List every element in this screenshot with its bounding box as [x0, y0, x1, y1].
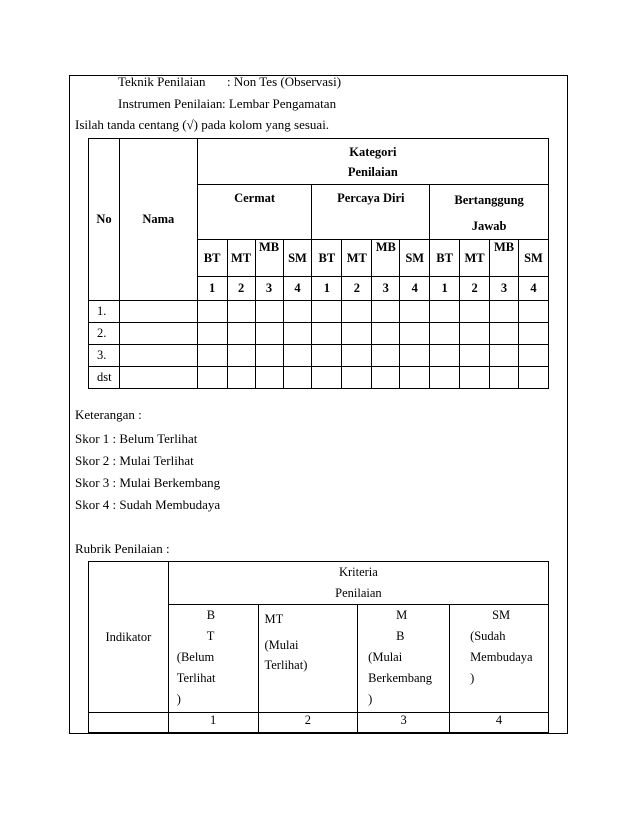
- check-cell[interactable]: [372, 367, 400, 389]
- table-row: [89, 301, 549, 323]
- criteria-mb: [358, 605, 450, 713]
- observation-table: [88, 138, 549, 389]
- group-bertanggung-jawab: [430, 185, 549, 240]
- instruction-text: Isilah tanda centang (√) pada kolom yang sesuai.: [75, 117, 330, 132]
- check-cell[interactable]: [227, 323, 255, 345]
- name-cell[interactable]: [119, 323, 197, 345]
- mb-line: (Mulai: [368, 650, 403, 664]
- check-cell[interactable]: [490, 323, 519, 345]
- check-cell[interactable]: [430, 301, 460, 323]
- keterangan-item: Skor 1 : Belum Terlihat: [75, 431, 198, 446]
- keterangan-item: Skor 2 : Mulai Terlihat: [75, 453, 194, 468]
- teknik-value: : Non Tes (Observasi): [227, 74, 342, 89]
- score-cell: 4: [518, 277, 548, 301]
- score-cell: 3: [490, 277, 519, 301]
- group3-line2: Jawab: [471, 219, 507, 233]
- check-cell[interactable]: [342, 301, 372, 323]
- mb-line: Berkembang: [368, 671, 433, 685]
- bt-line: T: [206, 629, 215, 643]
- name-cell[interactable]: [119, 367, 197, 389]
- teknik-label: Teknik Penilaian: [118, 74, 206, 89]
- check-cell[interactable]: [430, 323, 460, 345]
- mb-line: B: [396, 629, 405, 643]
- mt-line: (Mulai: [264, 638, 299, 652]
- mt-line: Terlihat): [264, 658, 308, 672]
- rubric-table: [88, 561, 549, 733]
- check-cell[interactable]: [197, 301, 227, 323]
- check-cell[interactable]: [460, 323, 490, 345]
- check-cell[interactable]: [255, 323, 283, 345]
- name-cell[interactable]: [119, 301, 197, 323]
- score-cell: 1: [430, 277, 460, 301]
- sub-header: MB: [372, 240, 400, 277]
- score-cell: 1: [312, 277, 342, 301]
- group3-line1: Bertanggung: [454, 193, 524, 207]
- sub-header: SM: [400, 240, 430, 277]
- check-cell[interactable]: [430, 345, 460, 367]
- instrumen-value: : Lembar Pengamatan: [222, 96, 337, 111]
- check-cell[interactable]: [400, 323, 430, 345]
- sm-line: SM: [492, 608, 511, 622]
- name-cell[interactable]: [119, 345, 197, 367]
- row-number: 3.: [89, 345, 120, 367]
- mb-line: ): [368, 692, 373, 706]
- check-cell[interactable]: [490, 301, 519, 323]
- check-cell[interactable]: [312, 301, 342, 323]
- mt-line: MT: [264, 612, 284, 626]
- score-cell: 3: [255, 277, 283, 301]
- check-cell[interactable]: [197, 367, 227, 389]
- row-number: 1.: [89, 301, 120, 323]
- bt-line: Terlihat: [176, 671, 216, 685]
- check-cell[interactable]: [400, 301, 430, 323]
- sub-header: MT: [460, 240, 490, 277]
- group-cermat: Cermat: [197, 185, 312, 240]
- check-cell[interactable]: [197, 323, 227, 345]
- group-percaya-diri: Percaya Diri: [312, 185, 430, 240]
- rubric-score: 3: [358, 713, 450, 733]
- sub-header: MT: [227, 240, 255, 277]
- score-cell: 2: [342, 277, 372, 301]
- check-cell[interactable]: [312, 367, 342, 389]
- check-cell[interactable]: [490, 367, 519, 389]
- score-cell: 4: [283, 277, 312, 301]
- check-cell[interactable]: [342, 367, 372, 389]
- score-cell: 3: [372, 277, 400, 301]
- check-cell[interactable]: [518, 301, 548, 323]
- rubrik-title: Rubrik Penilaian :: [75, 541, 170, 556]
- check-cell[interactable]: [518, 367, 548, 389]
- keterangan-item: Skor 4 : Sudah Membudaya: [75, 497, 221, 512]
- score-cell: 4: [400, 277, 430, 301]
- header-kategori: [197, 139, 548, 185]
- check-cell[interactable]: [255, 367, 283, 389]
- bt-line: ): [176, 692, 181, 706]
- rubric-score: 1: [168, 713, 258, 733]
- sm-line: ): [470, 671, 475, 685]
- check-cell[interactable]: [430, 367, 460, 389]
- criteria-mt: [258, 605, 358, 713]
- check-cell[interactable]: [460, 345, 490, 367]
- check-cell[interactable]: [283, 345, 312, 367]
- check-cell[interactable]: [372, 301, 400, 323]
- rubric-score-row: [89, 713, 549, 733]
- row-number: 2.: [89, 323, 120, 345]
- sub-header: BT: [430, 240, 460, 277]
- check-cell[interactable]: [372, 345, 400, 367]
- sm-line: Membudaya: [470, 650, 533, 664]
- kriteria-line2: Penilaian: [335, 586, 382, 600]
- check-cell[interactable]: [518, 345, 548, 367]
- bt-line: B: [206, 608, 216, 622]
- kriteria-line1: Kriteria: [338, 565, 378, 579]
- check-cell[interactable]: [400, 345, 430, 367]
- sub-header: MB: [490, 240, 519, 277]
- check-cell[interactable]: [227, 345, 255, 367]
- sub-header: SM: [283, 240, 312, 277]
- kategori-line1: Kategori: [349, 144, 397, 159]
- bt-line: (Belum: [176, 650, 215, 664]
- score-cell: 1: [197, 277, 227, 301]
- check-cell[interactable]: [490, 345, 519, 367]
- sub-header: MB: [255, 240, 283, 277]
- kategori-line2: Penilaian: [347, 164, 398, 179]
- mb-line: M: [396, 608, 408, 622]
- sub-header: BT: [312, 240, 342, 277]
- check-cell[interactable]: [197, 345, 227, 367]
- sm-line: (Sudah: [470, 629, 506, 643]
- check-cell[interactable]: [342, 345, 372, 367]
- criteria-sm: [450, 605, 549, 713]
- row-number: dst: [89, 367, 120, 389]
- check-cell[interactable]: [400, 367, 430, 389]
- check-cell[interactable]: [255, 301, 283, 323]
- sub-header: MT: [342, 240, 372, 277]
- table-row: [89, 367, 549, 389]
- table-row: [89, 345, 549, 367]
- score-cell: 2: [460, 277, 490, 301]
- rubric-score: 2: [258, 713, 358, 733]
- header-kriteria: [168, 562, 548, 605]
- keterangan-title: Keterangan :: [75, 407, 142, 422]
- rubric-score: 4: [450, 713, 549, 733]
- instrumen-label: Instrumen Penilaian: [118, 96, 223, 111]
- header-no: No: [89, 139, 120, 301]
- keterangan-item: Skor 3 : Mulai Berkembang: [75, 475, 221, 490]
- indikator-cell[interactable]: [89, 713, 169, 733]
- check-cell[interactable]: [283, 367, 312, 389]
- header-indikator: Indikator: [89, 562, 169, 713]
- check-cell[interactable]: [283, 323, 312, 345]
- score-cell: 2: [227, 277, 255, 301]
- sub-header: SM: [518, 240, 548, 277]
- check-cell[interactable]: [312, 323, 342, 345]
- check-cell[interactable]: [227, 367, 255, 389]
- check-cell[interactable]: [460, 367, 490, 389]
- check-cell[interactable]: [372, 323, 400, 345]
- check-cell[interactable]: [227, 301, 255, 323]
- criteria-bt: [168, 605, 258, 713]
- table-row: [89, 323, 549, 345]
- check-cell[interactable]: [342, 323, 372, 345]
- check-cell[interactable]: [255, 345, 283, 367]
- check-cell[interactable]: [460, 301, 490, 323]
- check-cell[interactable]: [283, 301, 312, 323]
- sub-header: BT: [197, 240, 227, 277]
- check-cell[interactable]: [518, 323, 548, 345]
- check-cell[interactable]: [312, 345, 342, 367]
- header-nama: Nama: [119, 139, 197, 301]
